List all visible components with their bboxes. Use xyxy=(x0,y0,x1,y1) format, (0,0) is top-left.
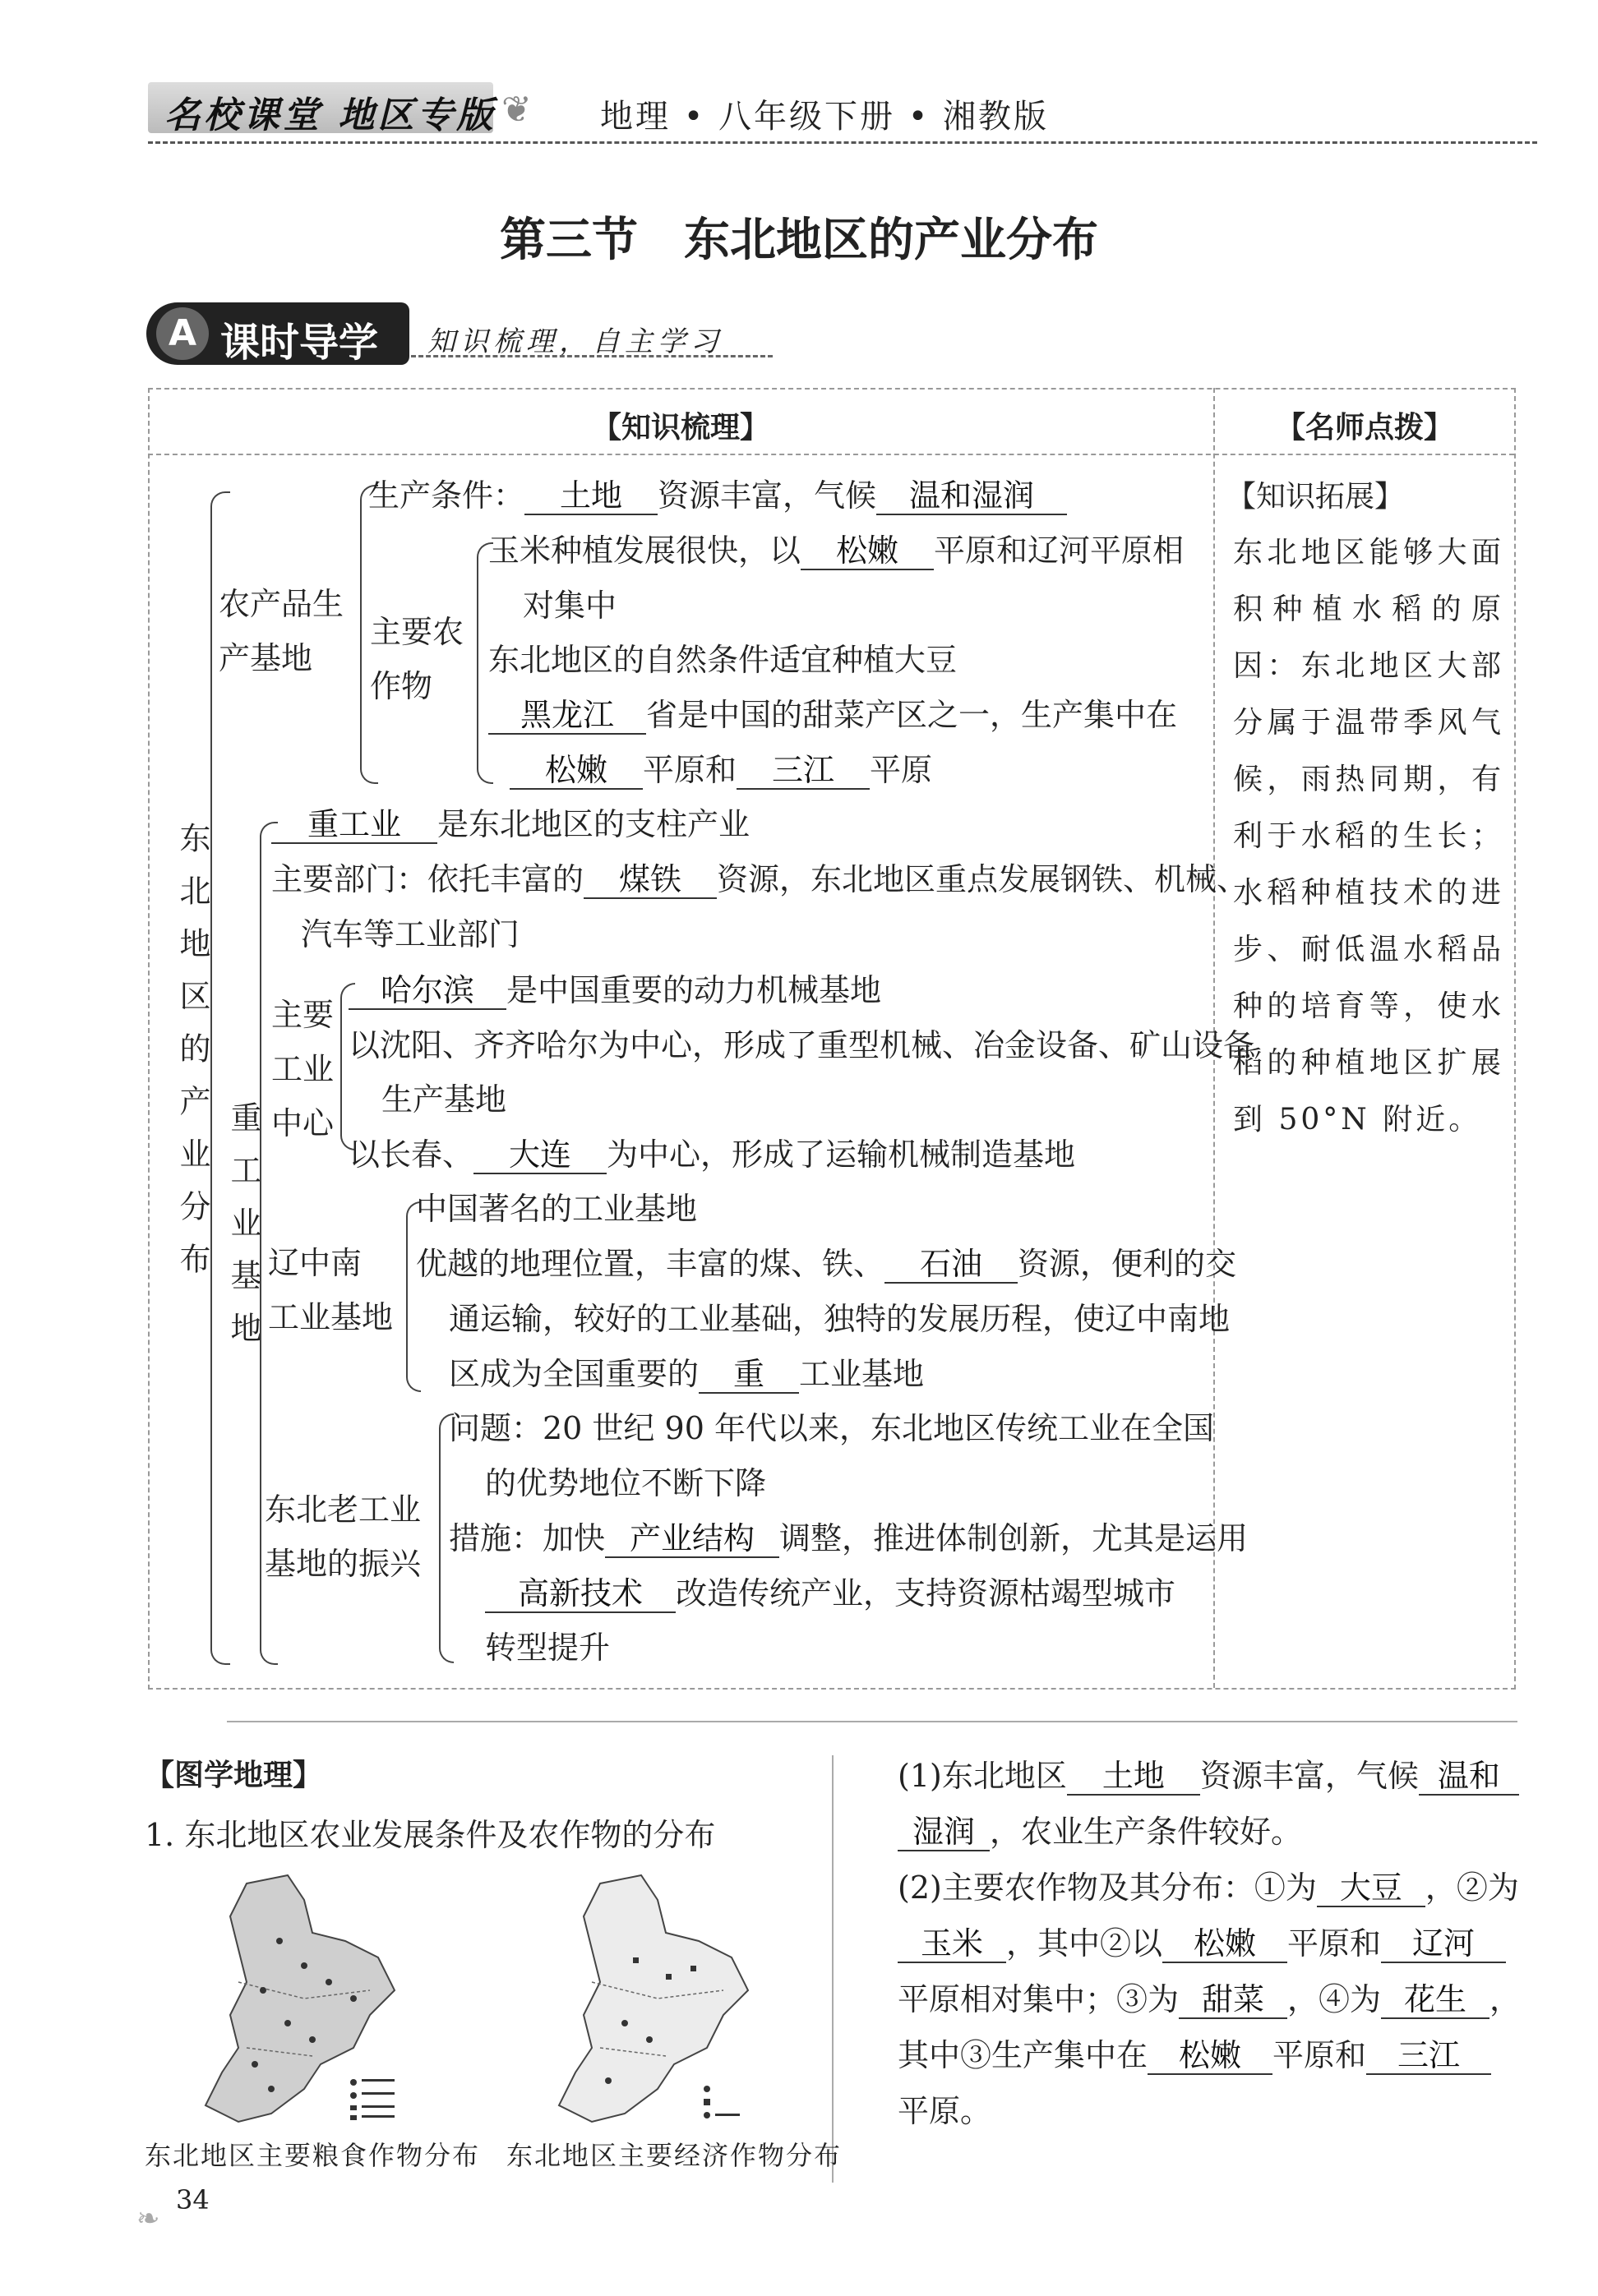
lzn-brace xyxy=(406,1201,421,1392)
old-measure-line2: 高新技术 改造传统产业，支持资源枯竭型城市 xyxy=(485,1573,1175,1614)
q2-line3: 平原相对集中；③为 甜菜 ，④为 花生 ， xyxy=(898,1981,1522,2017)
center-harbin: 哈尔滨 是中国重要的动力机械基地 xyxy=(349,970,881,1011)
ind-pillar: 重工业 是东北地区的支柱产业 xyxy=(271,804,750,845)
left-column-header: 【知识梳理】 xyxy=(591,410,769,445)
answer-lzn-type: 重 xyxy=(699,1358,799,1394)
answer-corn-plain: 松嫩 xyxy=(801,534,934,570)
answer-center-2: 大连 xyxy=(473,1138,607,1174)
footer-ornament-icon: ❧ xyxy=(136,2202,160,2235)
bottom-section-rule xyxy=(227,1721,1517,1722)
old-measure-line3: 转型提升 xyxy=(485,1630,611,1666)
old-problem: 问题：20 世纪 90 年代以来，东北地区传统工业在全国 xyxy=(449,1410,1214,1446)
lzn-label-1: 辽中南 xyxy=(268,1245,363,1281)
q2-answer-2: 玉米 xyxy=(898,1927,1006,1963)
lzn-line-2: 优越的地理位置，丰富的煤、铁、 石油 资源，便利的交 xyxy=(416,1246,1237,1282)
q1-answer-land: 土地 xyxy=(1067,1759,1200,1796)
agri-label-2: 产基地 xyxy=(219,640,313,676)
center-label-3: 中心 xyxy=(271,1105,335,1141)
q2-answer-8: 三江 xyxy=(1366,2039,1491,2075)
lzn-line-1: 中国著名的工业基地 xyxy=(416,1191,698,1227)
q1-answer-climate-a: 温和 xyxy=(1419,1759,1519,1796)
root-label xyxy=(164,822,210,1312)
grain-crop-map xyxy=(189,1867,436,2130)
old-measure: 措施：加快 产业结构 调整，推进体制创新，尤其是运用 xyxy=(449,1520,1249,1556)
old-problem-line2: 的优势地位不断下降 xyxy=(485,1465,767,1501)
answer-tech: 高新技术 xyxy=(485,1577,676,1613)
lzn-line-3: 通运输，较好的工业基础，独特的发展历程，使辽中南地 xyxy=(449,1301,1231,1337)
header-rule xyxy=(148,141,1537,144)
tip-body: 东北地区能够大面积种植水稻的原因：东北地区大部分属于温带季风气候，雨热同期，有利于水稻的生长；水稻种植技术的进步、耐低温水稻品种的培育等，使水稻的种植地区扩展到 50°N 附近。 xyxy=(1233,536,1504,1136)
q2-answer-5: 甜菜 xyxy=(1179,1983,1287,2019)
center-changchun: 以长春、 大连 为中心，形成了运输机械制造基地 xyxy=(349,1136,1076,1173)
map1-legend xyxy=(350,2079,395,2120)
section-subtitle-rule xyxy=(411,355,773,357)
right-column-header: 【名师点拨】 xyxy=(1275,410,1453,445)
map-study-head: 【图学地理】 xyxy=(145,1758,323,1792)
map1-region xyxy=(206,1875,395,2122)
answer-beet-province: 黑龙江 xyxy=(488,698,646,735)
cash-crop-map xyxy=(543,1867,789,2130)
old-base-label-2: 基地的振兴 xyxy=(265,1546,422,1582)
q2-line5: 平原。 xyxy=(898,2093,992,2129)
q2-line1: (2)主要农作物及其分布：①为 大豆 ，②为 xyxy=(898,1870,1519,1906)
page-title: 第三节 东北地区的产业分布 xyxy=(500,214,1098,267)
map-study-item: 1. 东北地区农业发展条件及农作物的分布 xyxy=(145,1817,716,1853)
lzn-line-4: 区成为全国重要的 重 工业基地 xyxy=(449,1356,925,1392)
answer-resource: 煤铁 xyxy=(584,863,717,899)
answer-lzn-resource: 石油 xyxy=(884,1247,1018,1284)
header-book: 地理 • 八年级下册 • 湘教版 xyxy=(600,98,1050,136)
old-base-label-1: 东北老工业 xyxy=(265,1491,422,1528)
q2-answer-4: 辽河 xyxy=(1381,1927,1506,1963)
table-header-rule xyxy=(148,454,1514,455)
agri-conditions: 生产条件： 土地 资源丰富，气候 温和湿润 xyxy=(368,475,1067,516)
answer-beet-plain-2: 三江 xyxy=(737,754,870,790)
map2-region xyxy=(559,1875,748,2122)
crop-beet-line2: 松嫩 平原和 三江 平原 xyxy=(510,749,932,791)
crop-beet: 黑龙江 省是中国的甜菜产区之一，生产集中在 xyxy=(488,694,1177,735)
map1-caption: 东北地区主要粮食作物分布 xyxy=(145,2140,481,2171)
answer-climate: 温和湿润 xyxy=(876,479,1067,515)
q2-line4: 其中③生产集中在 松嫩 平原和 三江 xyxy=(898,2035,1491,2076)
q2-answer-6: 花生 xyxy=(1381,1983,1489,2019)
header-ornament-icon: ❦ xyxy=(501,89,532,131)
q2-answer-3: 松嫩 xyxy=(1162,1927,1287,1963)
map2-caption: 东北地区主要经济作物分布 xyxy=(506,2140,843,2171)
q1-answer-climate-b: 湿润 xyxy=(898,1815,990,1851)
tip-head: 【知识拓展】 xyxy=(1226,480,1405,514)
section-letter: A xyxy=(156,307,209,360)
q2-answer-7: 松嫩 xyxy=(1148,2039,1272,2075)
crop-soy: 东北地区的自然条件适宜种植大豆 xyxy=(488,642,958,678)
crops-label-2: 作物 xyxy=(370,668,433,704)
q2-answer-1: 大豆 xyxy=(1317,1871,1425,1907)
map2-legend xyxy=(704,2086,740,2118)
ind-label: 重工业基地 xyxy=(225,1101,261,1364)
ind-departments-line2: 汽车等工业部门 xyxy=(301,916,520,952)
answer-structure: 产业结构 xyxy=(605,1522,779,1558)
q1-line1: (1)东北地区 土地 资源丰富，气候 温和 xyxy=(898,1755,1519,1796)
answer-land: 土地 xyxy=(524,479,658,515)
center-label-2: 工业 xyxy=(271,1051,335,1087)
center-shenyang: 以沈阳、齐齐哈尔为中心，形成了重型机械、冶金设备、矿山设备 xyxy=(349,1027,1255,1063)
center-shenyang-line2: 生产基地 xyxy=(381,1081,507,1118)
section-subtitle: 知识梳理，自主学习 xyxy=(427,325,723,358)
section-name: 课时导学 xyxy=(220,320,379,366)
q1-line2: 湿润 ，农业生产条件较好。 xyxy=(898,1811,1302,1852)
page-number: 34 xyxy=(176,2184,210,2215)
q2-line2: 玉米 ，其中②以 松嫩 平原和 辽河 xyxy=(898,1923,1506,1964)
ind-departments: 主要部门：依托丰富的 煤铁 资源，东北地区重点发展钢铁、机械、 xyxy=(271,861,1249,897)
root-label-text: 东北地区的产业分布 xyxy=(174,822,210,1295)
header-series: 名校课堂 地区专版 xyxy=(164,95,496,136)
lzn-label-2: 工业基地 xyxy=(268,1299,394,1335)
bottom-column-rule xyxy=(832,1755,834,2183)
crop-corn: 玉米种植发展很快，以 松嫩 平原和辽河平原相 xyxy=(488,533,1185,569)
answer-beet-plain-1: 松嫩 xyxy=(510,754,643,790)
answer-center-1: 哈尔滨 xyxy=(349,974,506,1010)
answer-pillar: 重工业 xyxy=(271,808,437,844)
crops-label-1: 主要农 xyxy=(370,614,464,650)
agri-label-1: 农产品生 xyxy=(219,586,344,622)
crop-corn-line2: 对集中 xyxy=(523,588,617,624)
center-label-1: 主要 xyxy=(271,997,335,1033)
